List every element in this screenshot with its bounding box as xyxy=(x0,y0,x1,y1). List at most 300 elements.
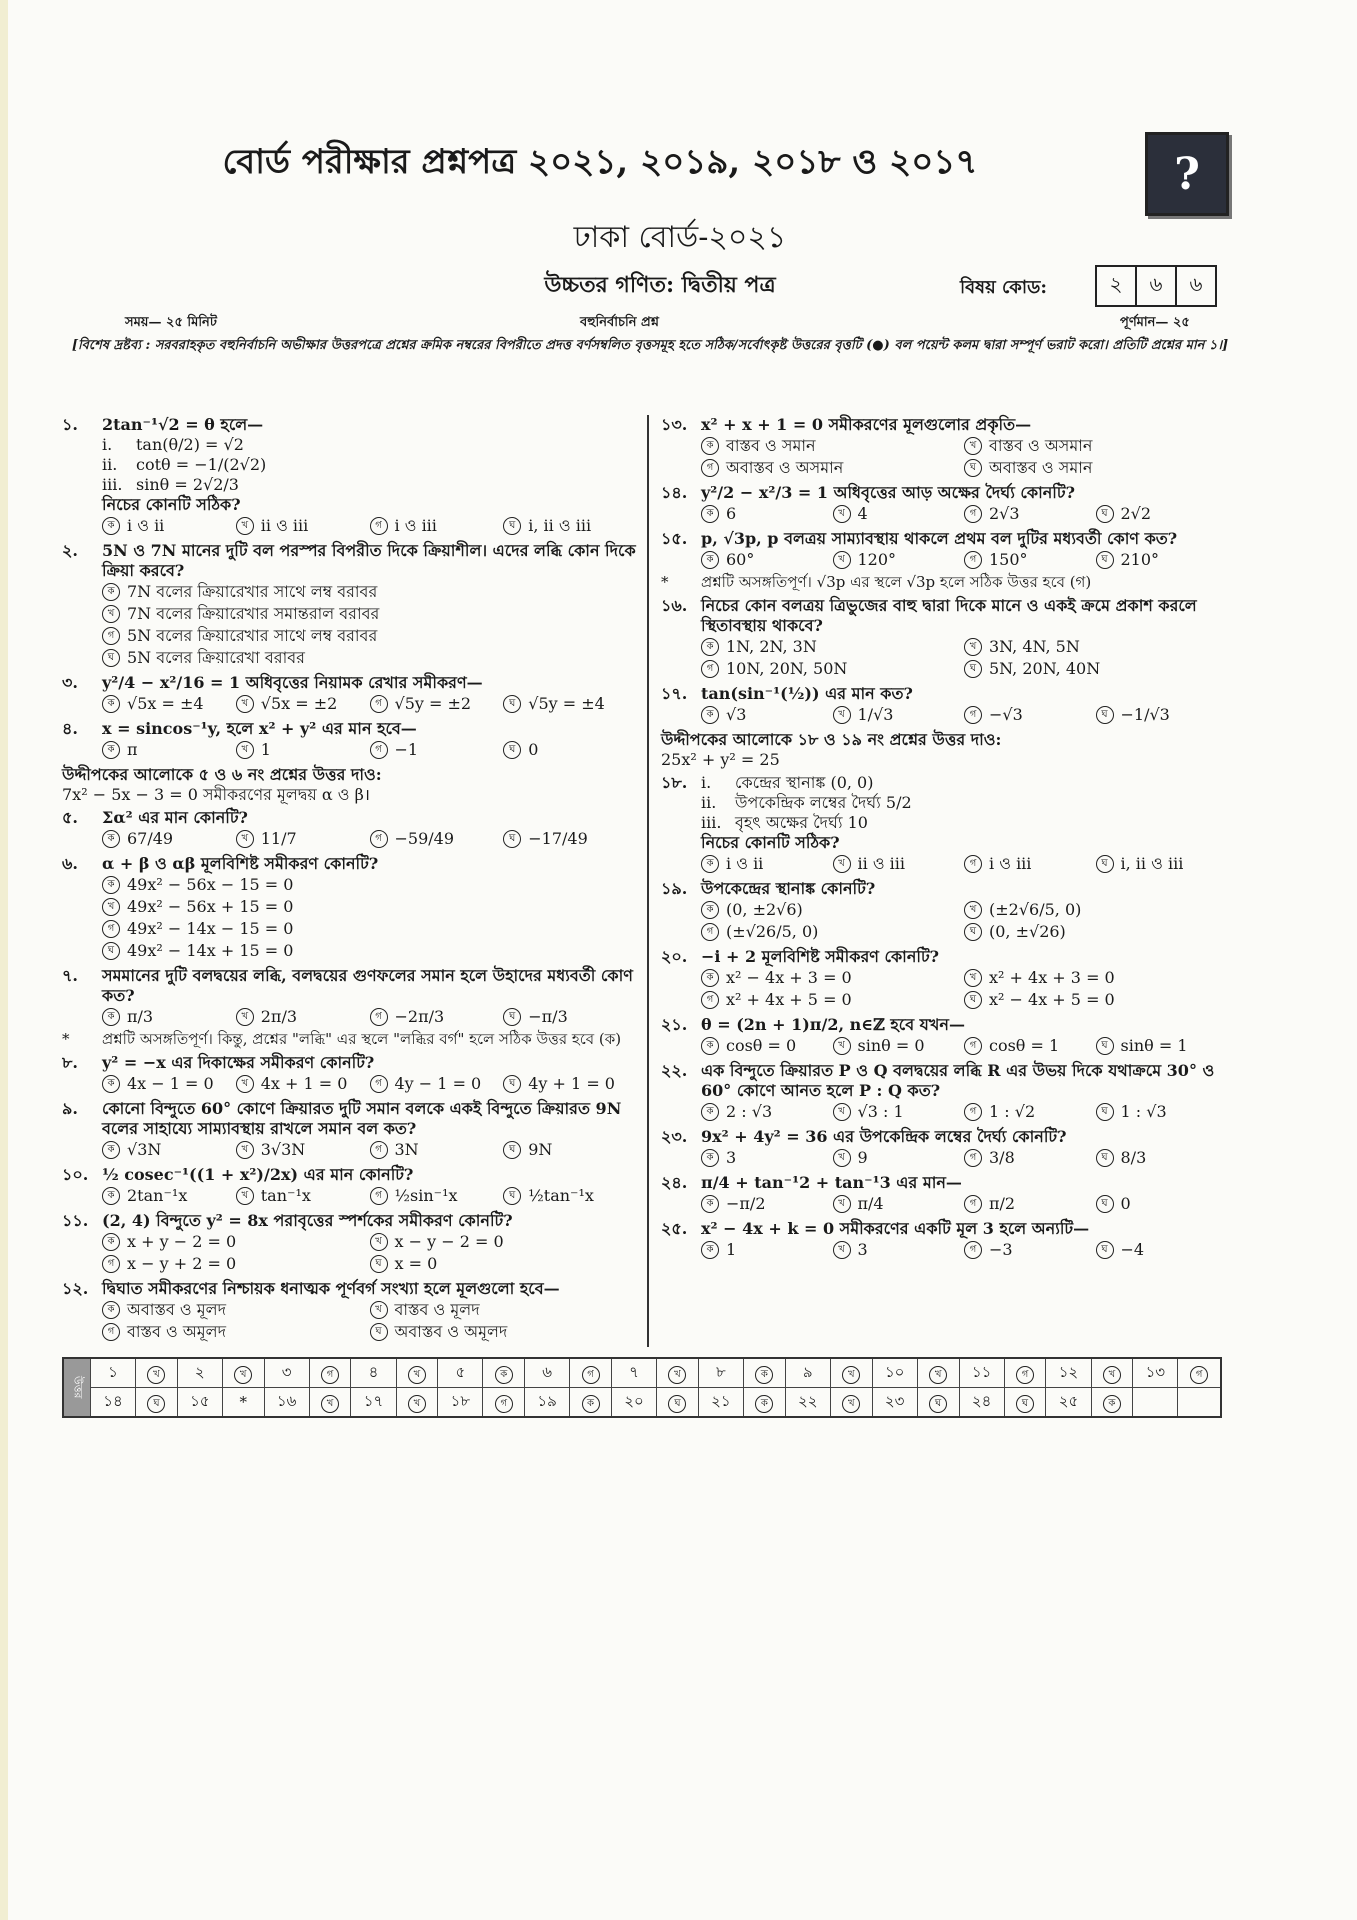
answer-marker-icon: খ xyxy=(147,1366,165,1384)
answer-cell xyxy=(657,1358,699,1388)
option xyxy=(701,968,964,988)
question-number: ২১. xyxy=(661,1015,688,1034)
question xyxy=(661,1173,1227,1215)
option xyxy=(102,941,677,961)
option-marker-icon: গ xyxy=(102,1323,120,1341)
answer-marker-icon: ক xyxy=(755,1395,773,1413)
item-roman: iii. xyxy=(701,813,722,832)
option-marker-icon: ঘ xyxy=(1096,1195,1114,1213)
answer-cell xyxy=(830,1388,872,1418)
option-marker-icon: গ xyxy=(370,1141,388,1159)
option xyxy=(370,1322,638,1342)
question-number: ৫. xyxy=(62,808,78,827)
question-header xyxy=(661,684,1227,704)
question-number: ২০. xyxy=(661,947,688,966)
option-marker-icon: খ xyxy=(236,830,254,848)
item-text: tan(θ/2) = √2 xyxy=(136,435,244,454)
question-text: নিচের কোন বলত্রয় ত্রিভুজের বাহু দ্বারা দিকে মানে ও একই ক্রমে প্রকাশ করলে স্থিতাবস্থায় থাকবে? xyxy=(701,596,1197,635)
option-marker-icon: ক xyxy=(701,706,719,724)
option-marker-icon: ক xyxy=(102,1301,120,1319)
option-text: 1N, 2N, 3N xyxy=(726,637,817,656)
option xyxy=(503,1140,637,1160)
question-header xyxy=(62,854,637,874)
answer-cell xyxy=(136,1388,178,1418)
option-marker-icon: ঘ xyxy=(1096,551,1114,569)
option xyxy=(964,854,1096,874)
option-marker-icon: খ xyxy=(236,1008,254,1026)
option-marker-icon: ক xyxy=(102,1187,120,1205)
option-text: 2√2 xyxy=(1120,504,1152,523)
question xyxy=(62,808,637,850)
question xyxy=(62,719,637,761)
option xyxy=(701,900,964,920)
question-number: ২২. xyxy=(661,1061,688,1080)
option-marker-icon: ক xyxy=(102,1141,120,1159)
option-marker-icon: ঘ xyxy=(370,1323,388,1341)
option xyxy=(236,829,370,849)
option-marker-icon: ঘ xyxy=(503,1008,521,1026)
option xyxy=(1096,550,1228,570)
answer-marker-icon: ঘ xyxy=(668,1395,686,1413)
option-text: 7N বলের ক্রিয়ারেখার সমান্তরাল বরাবর xyxy=(127,604,380,623)
option-marker-icon: খ xyxy=(964,437,982,455)
option-text: i, ii ও iii xyxy=(528,516,592,535)
option-text: √5x = ±4 xyxy=(127,694,204,713)
question xyxy=(661,596,1227,680)
question xyxy=(661,1015,1227,1057)
option-text: i ও ii xyxy=(127,516,165,535)
option-text: x² − 4x + 3 = 0 xyxy=(726,968,852,987)
answer-number: ২২ xyxy=(785,1388,830,1418)
question-book-logo-icon: ? xyxy=(1145,132,1229,216)
question-header xyxy=(62,1053,637,1073)
question-text: এক বিন্দুতে ক্রিয়ারত P ও Q বলদ্বয়ের লব্ধি R এর উভয় দিকে যথাক্রমে 30° ও 60° কোণে আনত হলে P : Q কত? xyxy=(701,1061,1215,1100)
option xyxy=(370,516,504,536)
option xyxy=(701,1036,833,1056)
option-text: 60° xyxy=(726,550,755,569)
answer-marker-icon: খ xyxy=(929,1366,947,1384)
question-text: দ্বিঘাত সমীকরণের নিশ্চায়ক ধনাত্মক পূর্ণবর্গ সংখ্যা হলে মূলগুলো হবে— xyxy=(102,1279,560,1298)
option xyxy=(833,854,965,874)
options-list xyxy=(62,1299,637,1343)
answer-cell xyxy=(396,1388,438,1418)
question-header xyxy=(62,1211,637,1231)
option-text: অবাস্তব ও অসমান xyxy=(726,458,844,477)
note-text: প্রশ্নটি অসঙ্গতিপূর্ণ। √3p এর স্থলে √3p হলে সঠিক উত্তর হবে (গ) xyxy=(701,573,1092,591)
option xyxy=(701,1102,833,1122)
option-marker-icon: ঘ xyxy=(102,942,120,960)
item-text: উপকেন্দ্রিক লম্বের দৈর্ঘ্য 5/2 xyxy=(735,793,912,812)
options-list xyxy=(661,549,1227,571)
question-text: p, √3p, p বলত্রয় সাম্যাবস্থায় থাকলে প্রথম বল দুটির মধ্যবর্তী কোণ কত? xyxy=(701,529,1178,548)
question-header xyxy=(62,415,637,435)
option xyxy=(370,1007,504,1027)
option xyxy=(102,897,677,917)
option-text: 10N, 20N, 50N xyxy=(726,659,848,678)
option-marker-icon: খ xyxy=(370,1301,388,1319)
answer-marker-icon: গ xyxy=(582,1366,600,1384)
option-text: 67/49 xyxy=(127,829,174,848)
answer-number: ১২ xyxy=(1046,1358,1091,1388)
option-text: √3N xyxy=(127,1140,162,1159)
question-text: −i + 2 মূলবিশিষ্ট সমীকরণ কোনটি? xyxy=(701,947,940,966)
option-marker-icon: গ xyxy=(701,660,719,678)
answer-number: ৮ xyxy=(698,1358,743,1388)
answer-marker-icon: গ xyxy=(1016,1366,1034,1384)
option xyxy=(701,550,833,570)
option xyxy=(833,1102,965,1122)
option-marker-icon: ঘ xyxy=(370,1255,388,1273)
option xyxy=(102,1074,236,1094)
option xyxy=(102,1254,370,1274)
question-header xyxy=(661,1219,1227,1239)
options-list xyxy=(62,1231,637,1275)
option-marker-icon: ঘ xyxy=(1096,1037,1114,1055)
option xyxy=(964,968,1227,988)
subject-title: উচ্চতর গণিত: দ্বিতীয় পত্র xyxy=(544,272,776,298)
option-text: বাস্তব ও অসমান xyxy=(989,436,1093,455)
question-text: কোনো বিন্দুতে 60° কোণে ক্রিয়ারত দুটি সমান বলকে একই বিন্দুতে ক্রিয়ারত 9N বলের সাহায্যে সাম্যাবস্থায় রাখলে সমান বল কত? xyxy=(102,1099,622,1138)
question-number: ৭. xyxy=(62,966,78,985)
option-text: π/4 xyxy=(857,1194,884,1213)
options-list xyxy=(62,693,637,715)
answer-cell xyxy=(222,1388,264,1418)
answer-marker-icon: খ xyxy=(408,1395,426,1413)
option-marker-icon: খ xyxy=(236,1187,254,1205)
answer-cell xyxy=(309,1388,351,1418)
answer-marker-icon: ঘ xyxy=(929,1395,947,1413)
question-text: y²/4 − x²/16 = 1 অধিবৃত্তের নিয়ামক রেখার সমীকরণ— xyxy=(102,673,483,692)
question-header xyxy=(62,1165,637,1185)
question-number: ৮. xyxy=(62,1053,78,1072)
option-marker-icon: গ xyxy=(964,1241,982,1259)
option-marker-icon: ক xyxy=(701,1149,719,1167)
answer-row xyxy=(63,1358,1221,1388)
option-marker-icon: ক xyxy=(701,437,719,455)
stimulus-text: 7x² − 5x − 3 = 0 সমীকরণের মূলদ্বয় α ও β। xyxy=(62,785,370,804)
option-marker-icon: খ xyxy=(833,1195,851,1213)
option-marker-icon: গ xyxy=(701,459,719,477)
question-header xyxy=(661,947,1227,967)
option-marker-icon: গ xyxy=(964,855,982,873)
option-marker-icon: ক xyxy=(701,1195,719,1213)
option-text: 1 : √2 xyxy=(989,1102,1036,1121)
item-text: বৃহৎ অক্ষের দৈর্ঘ্য 10 xyxy=(735,813,868,832)
answer-number: ১৮ xyxy=(438,1388,483,1418)
option-text: −2π/3 xyxy=(394,1007,445,1026)
options-list xyxy=(62,515,637,537)
option xyxy=(102,1232,370,1252)
option-marker-icon: খ xyxy=(833,505,851,523)
option-marker-icon: ক xyxy=(102,830,120,848)
answer-number: ৭ xyxy=(611,1358,656,1388)
question xyxy=(661,1061,1227,1123)
option-marker-icon: ঘ xyxy=(964,459,982,477)
answer-row xyxy=(63,1388,1221,1418)
question-text: π/4 + tan⁻¹2 + tan⁻¹3 এর মান— xyxy=(701,1173,962,1192)
option-text: 2√3 xyxy=(989,504,1020,523)
option-marker-icon: গ xyxy=(964,1103,982,1121)
option-text: x² + 4x + 5 = 0 xyxy=(726,990,852,1009)
question-header xyxy=(62,808,637,828)
option xyxy=(370,694,504,714)
option xyxy=(701,990,964,1010)
code-digit: ২ xyxy=(1109,271,1123,296)
question xyxy=(62,415,637,537)
question-type: বহুনির্বাচনি প্রশ্ন xyxy=(580,315,659,330)
option-marker-icon: ক xyxy=(102,876,120,894)
option-text: 2π/3 xyxy=(260,1007,298,1026)
option xyxy=(102,829,236,849)
option-text: π xyxy=(127,740,138,759)
page-title: বোর্ড পরীক্ষার প্রশ্নপত্র ২০২১, ২০১৯, ২০১৮ ও ২০১৭ xyxy=(222,142,978,182)
option xyxy=(236,1140,370,1160)
option-text: 9N xyxy=(528,1140,553,1159)
statement-item xyxy=(661,793,1227,813)
option xyxy=(503,516,637,536)
option-marker-icon: খ xyxy=(964,901,982,919)
question-note xyxy=(661,573,1227,592)
answer-marker-icon: ক xyxy=(755,1366,773,1384)
option xyxy=(701,1148,833,1168)
option-marker-icon: গ xyxy=(964,1149,982,1167)
answer-number xyxy=(1133,1388,1178,1418)
option-marker-icon: ক xyxy=(102,695,120,713)
question-text: y² = −x এর দিকাক্ষের সমীকরণ কোনটি? xyxy=(102,1053,375,1072)
answer-marker-icon: খ xyxy=(842,1395,860,1413)
option-marker-icon: গ xyxy=(370,695,388,713)
option-text: ½tan⁻¹x xyxy=(528,1186,594,1205)
option-text: x² + 4x + 3 = 0 xyxy=(989,968,1115,987)
question-header xyxy=(62,1279,637,1299)
option-marker-icon: গ xyxy=(370,1075,388,1093)
option-text: cosθ = 0 xyxy=(726,1036,797,1055)
answer-marker-icon: খ xyxy=(842,1366,860,1384)
option-marker-icon: খ xyxy=(370,1233,388,1251)
option xyxy=(964,1240,1096,1260)
option-marker-icon: ক xyxy=(102,1233,120,1251)
option-marker-icon: খ xyxy=(102,898,120,916)
question-text: 2tan⁻¹√2 = θ হলে— xyxy=(102,415,264,434)
option xyxy=(370,1074,504,1094)
option-text: 0 xyxy=(528,740,539,759)
question-text xyxy=(701,773,1227,793)
answer-cell xyxy=(1091,1388,1133,1418)
answer-marker-icon: ঘ xyxy=(1016,1395,1034,1413)
item-text: sinθ = 2√2/3 xyxy=(136,475,239,494)
question-header xyxy=(62,541,637,581)
question-number: ১২. xyxy=(62,1279,89,1298)
board-name: ঢাকা বোর্ড-২০২১ xyxy=(573,220,787,255)
option-marker-icon: ঘ xyxy=(503,517,521,535)
answer-marker-icon: গ xyxy=(1190,1366,1208,1384)
option-marker-icon: গ xyxy=(102,627,120,645)
answer-cell xyxy=(917,1388,959,1418)
answer-number: ৬ xyxy=(525,1358,570,1388)
question xyxy=(62,1099,637,1161)
item-roman: iii. xyxy=(102,475,123,494)
option-text: ii ও iii xyxy=(857,854,906,873)
option-text: 49x² − 56x − 15 = 0 xyxy=(127,875,294,894)
question-text: Σα² এর মান কোনটি? xyxy=(102,808,248,827)
options-list xyxy=(661,503,1227,525)
options-list xyxy=(62,581,677,669)
option-text: 49x² − 14x − 15 = 0 xyxy=(127,919,294,938)
answer-marker-icon: ক xyxy=(1103,1395,1121,1413)
option xyxy=(964,550,1096,570)
option-text: (±2√6/5, 0) xyxy=(989,900,1082,919)
options-list xyxy=(62,1006,637,1028)
question-number: ১৯. xyxy=(661,879,688,898)
option-text: −√3 xyxy=(989,705,1023,724)
option xyxy=(964,990,1227,1010)
question-header xyxy=(62,719,637,739)
option-text: 49x² − 14x + 15 = 0 xyxy=(127,941,294,960)
options-list xyxy=(661,853,1227,875)
option xyxy=(503,829,637,849)
options-list xyxy=(661,1193,1227,1215)
question-number: ১৪. xyxy=(661,483,688,502)
option-text: 4 xyxy=(857,504,868,523)
option xyxy=(964,504,1096,524)
answer-cell xyxy=(483,1358,525,1388)
option xyxy=(236,1186,370,1206)
question xyxy=(62,1211,637,1275)
option xyxy=(1096,1194,1228,1214)
option xyxy=(701,458,964,478)
option-marker-icon: ঘ xyxy=(964,923,982,941)
option-marker-icon: গ xyxy=(370,830,388,848)
subject-code-label: বিষয় কোড: xyxy=(960,277,1047,298)
question xyxy=(661,1127,1227,1169)
question xyxy=(661,773,1227,875)
option-marker-icon: ক xyxy=(102,1075,120,1093)
option-marker-icon: ক xyxy=(701,505,719,523)
answer-asterisk: * xyxy=(239,1393,247,1411)
question-header xyxy=(661,483,1227,503)
question-number: ১০. xyxy=(62,1165,89,1184)
option-text: cosθ = 1 xyxy=(989,1036,1060,1055)
answer-marker-icon: ক xyxy=(495,1366,513,1384)
option xyxy=(370,1300,638,1320)
option xyxy=(102,582,677,602)
option-text: x = 0 xyxy=(394,1254,438,1273)
option xyxy=(1096,854,1228,874)
options-list xyxy=(661,1147,1227,1169)
option-marker-icon: খ xyxy=(236,517,254,535)
option-text: (±√26/5, 0) xyxy=(726,922,819,941)
options-list xyxy=(62,874,677,962)
question xyxy=(62,1165,637,1207)
option xyxy=(964,436,1227,456)
option xyxy=(102,626,677,646)
answer-cell xyxy=(1091,1358,1133,1388)
option-text: 2 : √3 xyxy=(726,1102,773,1121)
option xyxy=(102,1186,236,1206)
answer-cell xyxy=(1178,1388,1221,1418)
option-marker-icon: ঘ xyxy=(1096,1103,1114,1121)
question xyxy=(62,1053,637,1095)
question-note xyxy=(62,1030,637,1049)
option xyxy=(102,740,236,760)
answer-number: ২১ xyxy=(698,1388,743,1418)
stimulus-text: 25x² + y² = 25 xyxy=(661,750,780,769)
option xyxy=(833,705,965,725)
option-text: −59/49 xyxy=(394,829,455,848)
options-list xyxy=(661,1101,1227,1123)
option-text: π/2 xyxy=(989,1194,1016,1213)
option xyxy=(701,637,964,657)
option-text: √3 xyxy=(726,705,747,724)
answer-cell xyxy=(570,1388,612,1418)
option xyxy=(1096,1240,1228,1260)
option-marker-icon: ঘ xyxy=(1096,855,1114,873)
option xyxy=(370,1140,504,1160)
question-header xyxy=(661,596,1227,636)
option xyxy=(964,900,1227,920)
option xyxy=(833,1240,965,1260)
question-header xyxy=(62,673,637,693)
code-digit: ৬ xyxy=(1175,267,1215,305)
answer-cell xyxy=(743,1388,785,1418)
subject-code-box xyxy=(1095,265,1217,307)
option-marker-icon: খ xyxy=(833,1149,851,1167)
question-columns xyxy=(62,415,1227,1347)
question-text: উপকেন্দ্রের স্থানাঙ্ক কোনটি? xyxy=(701,879,876,898)
option-text: 210° xyxy=(1120,550,1160,569)
options-list xyxy=(62,1073,637,1095)
option-text: 1 : √3 xyxy=(1120,1102,1167,1121)
option-text: 3√3N xyxy=(260,1140,306,1159)
option xyxy=(964,922,1227,942)
answer-number: ১৩ xyxy=(1133,1358,1178,1388)
question xyxy=(661,947,1227,1011)
option xyxy=(964,637,1227,657)
question-text: y²/2 − x²/3 = 1 অধিবৃত্তের আড় অক্ষের দৈর্ঘ্য কোনটি? xyxy=(701,483,1075,502)
question-header xyxy=(661,773,1227,793)
option xyxy=(1096,504,1228,524)
options-list xyxy=(62,828,637,850)
question-number: ২. xyxy=(62,541,78,560)
options-list xyxy=(661,1035,1227,1057)
question xyxy=(661,529,1227,592)
answer-number: ২ xyxy=(177,1358,222,1388)
option-text: 49x² − 56x + 15 = 0 xyxy=(127,897,294,916)
option-marker-icon: গ xyxy=(964,1037,982,1055)
answer-marker-icon: গ xyxy=(495,1395,513,1413)
options-list xyxy=(661,899,1227,943)
option-marker-icon: ঘ xyxy=(1096,505,1114,523)
option-marker-icon: ঘ xyxy=(503,695,521,713)
page-edge xyxy=(0,0,8,1920)
answer-number: ১৭ xyxy=(351,1388,396,1418)
question-text: 5N ও 7N মানের দুটি বল পরস্পর বিপরীত দিকে ক্রিয়াশীল। এদের লব্ধি কোন দিকে ক্রিয়া করবে? xyxy=(102,541,636,580)
statement-item xyxy=(62,455,637,475)
stimulus-heading: উদ্দীপকের আলোকে ১৮ ও ১৯ নং প্রশ্নের উত্তর দাও: xyxy=(661,730,1002,749)
question-text: θ = (2n + 1)π/2, n∈ℤ হবে যখন— xyxy=(701,1015,965,1034)
question-header xyxy=(661,1015,1227,1035)
option-marker-icon: গ xyxy=(102,920,120,938)
options-list xyxy=(62,1139,637,1161)
item-roman: ii. xyxy=(701,793,717,812)
option-marker-icon: গ xyxy=(964,706,982,724)
option xyxy=(503,1007,637,1027)
questions-left-column xyxy=(62,415,649,1347)
answer-cell xyxy=(483,1388,525,1418)
option-text: 0 xyxy=(1120,1194,1131,1213)
option xyxy=(964,1194,1096,1214)
option xyxy=(370,829,504,849)
